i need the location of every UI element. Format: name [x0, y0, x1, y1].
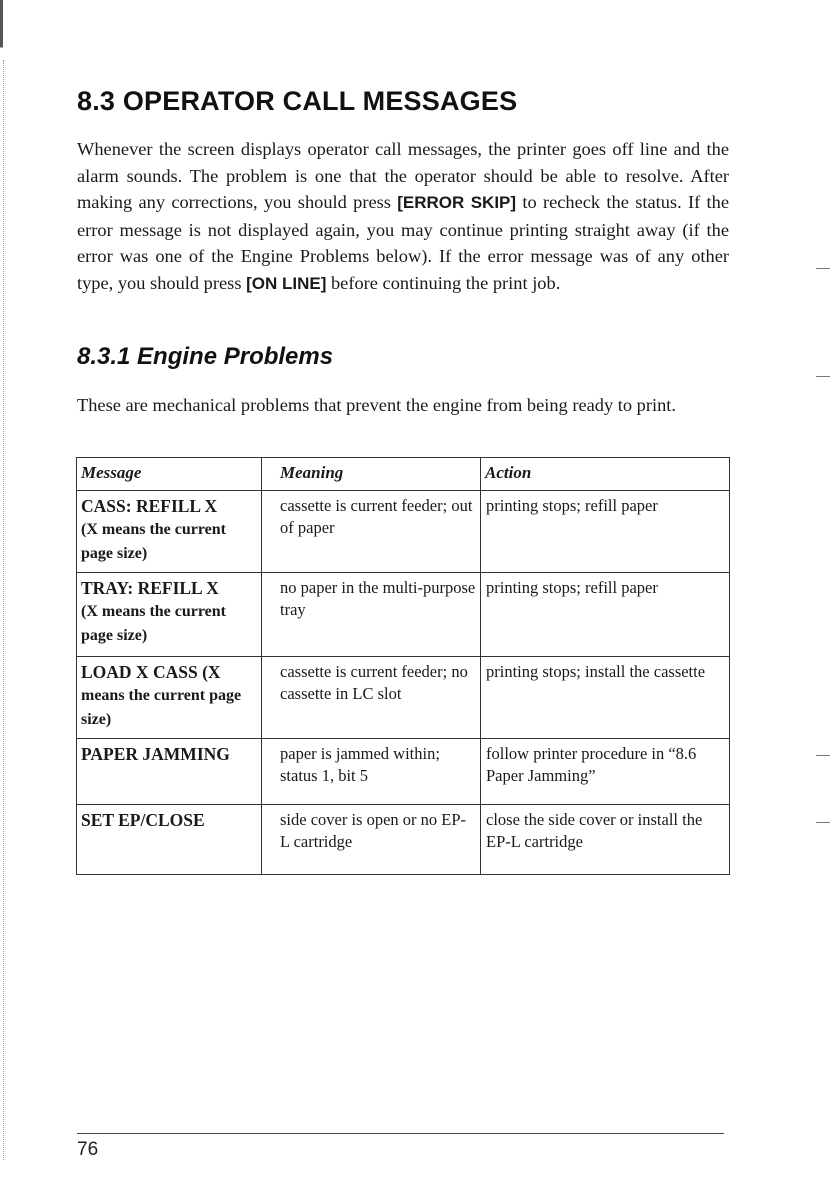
message-cell	[77, 805, 262, 875]
action-cell: close the side cover or install the EP-L cartridge	[481, 805, 730, 875]
meaning-cell: side cover is open or no EP-L cartridge	[262, 805, 481, 875]
action-cell: printing stops; refill paper	[481, 491, 730, 573]
message-cell	[77, 491, 262, 573]
header-meaning: Meaning	[262, 458, 481, 491]
operator-messages-table	[76, 457, 730, 875]
scan-edge-dots	[3, 60, 5, 1160]
meaning-cell: cassette is current feeder; no cassette in LC slot	[262, 657, 481, 739]
meaning-cell: paper is jammed within; status 1, bit 5	[262, 739, 481, 805]
table-row	[77, 573, 730, 657]
action-cell: follow printer procedure in “8.6 Paper Jamming”	[481, 739, 730, 805]
intro-text: to recheck the status. If the error message is not displayed again, you may continue printing straight away (if the error was one of the Engine Problems below). If the error message was of any other type, you should press	[77, 192, 729, 293]
scan-mark	[816, 376, 830, 377]
header-action: Action	[481, 458, 730, 491]
error-skip-key: [ERROR SKIP]	[397, 193, 517, 213]
table-row	[77, 739, 730, 805]
intro-text: before continuing the print job.	[326, 272, 561, 293]
message-note: means the current page size)	[81, 687, 242, 728]
section-intro	[77, 136, 729, 298]
table-row	[77, 657, 730, 739]
footer-rule	[77, 1133, 724, 1134]
message-note: (X means the current page size)	[81, 521, 227, 562]
intro-text: Whenever the screen displays operator call messages, the printer goes off line and the alarm sounds. The problem is one that the operator should be able to resolve. After making any corrections, you should press	[77, 139, 729, 213]
message-code: PAPER JAMMING	[81, 744, 230, 764]
message-code: CASS: REFILL X	[81, 496, 218, 516]
message-note: (X means the current page size)	[81, 603, 227, 644]
subsection-title: 8.3.1 Engine Problems	[77, 343, 334, 370]
page-number: 76	[77, 1139, 99, 1160]
meaning-cell: no paper in the multi-purpose tray	[262, 573, 481, 657]
scan-mark	[816, 755, 830, 756]
table-row	[77, 805, 730, 875]
message-code: TRAY: REFILL X	[81, 578, 219, 598]
message-code: SET EP/CLOSE	[81, 810, 205, 830]
subsection-intro: These are mechanical problems that prevent the engine from being ready to print.	[77, 395, 676, 415]
message-cell	[77, 573, 262, 657]
table-header-row	[77, 458, 730, 491]
scan-mark	[816, 822, 830, 823]
message-code: LOAD X CASS (X	[81, 662, 221, 682]
on-line-key: [ON LINE]	[246, 273, 327, 293]
action-cell: printing stops; install the cassette	[481, 657, 730, 739]
section-title: 8.3 OPERATOR CALL MESSAGES	[77, 86, 518, 116]
table-row	[77, 491, 730, 573]
message-cell	[77, 657, 262, 739]
header-message: Message	[77, 458, 262, 491]
action-cell: printing stops; refill paper	[481, 573, 730, 657]
message-cell	[77, 739, 262, 805]
meaning-cell: cassette is current feeder; out of paper	[262, 491, 481, 573]
scan-mark	[816, 268, 830, 269]
